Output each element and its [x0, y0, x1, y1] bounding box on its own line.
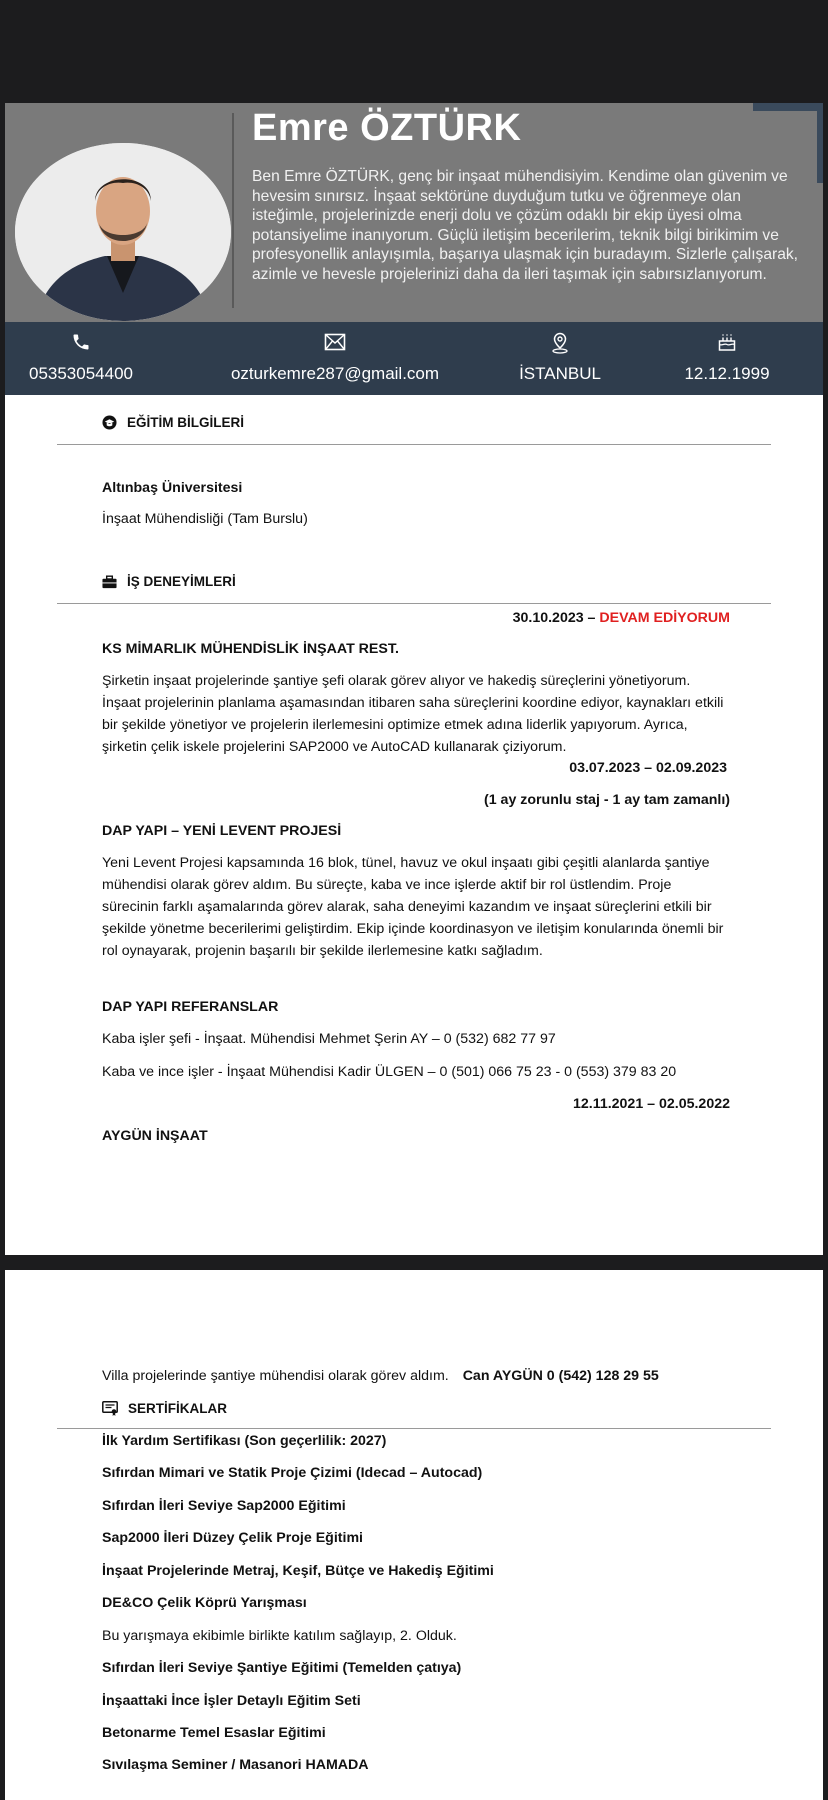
program-name: İnşaat Mühendisliği (Tam Burslu): [102, 511, 308, 527]
school-name: Altınbaş Üniversitesi: [102, 480, 243, 496]
job2-note: (1 ay zorunlu staj - 1 ay tam zamanlı): [484, 792, 730, 808]
profile-header: [5, 103, 823, 322]
resume-page-2: [5, 1270, 823, 1800]
header-divider: [232, 113, 234, 308]
certificate-icon: [102, 1401, 118, 1416]
certificate-item: Sıfırdan İleri Seviye Sap2000 Eğitimi: [102, 1498, 346, 1514]
briefcase-icon: [102, 575, 117, 589]
job2-company: DAP YAPI – YENİ LEVENT PROJESİ: [102, 823, 342, 839]
job2-references-title: DAP YAPI REFERANSLAR: [102, 999, 279, 1015]
job3-reference: Can AYGÜN 0 (542) 128 29 55: [462, 1368, 659, 1384]
job1-company: KS MİMARLIK MÜHENDİSLİK İNŞAAT REST.: [102, 641, 399, 657]
certificate-item: İnşaattaki İnce İşler Detaylı Eğitim Seti: [102, 1693, 361, 1709]
header-accent-edge: [817, 103, 823, 183]
job1-date-start: 30.10.2023 –: [512, 610, 596, 626]
job3-dates: 12.11.2021 – 02.05.2022: [572, 1096, 730, 1112]
experience-title: İŞ DENEYİMLERİ: [127, 574, 236, 589]
birth-date: 12.12.1999: [684, 364, 770, 383]
job1-dates: [513, 610, 730, 626]
education-title: EĞİTİM BİLGİLERİ: [127, 415, 244, 430]
phone-icon: [71, 332, 91, 357]
job3-desc-text: Villa projelerinde şantiye mühendisi olarak görev aldım.: [102, 1368, 449, 1384]
mail-icon: [324, 332, 346, 357]
certificate-item: Sıvılaşma Seminer / Masanori HAMADA: [102, 1757, 369, 1773]
location-icon: [550, 332, 570, 359]
certificates-title: SERTİFİKALAR: [128, 1401, 227, 1416]
contact-birthdate: [667, 322, 787, 395]
avatar: [15, 143, 231, 321]
experience-divider: [57, 603, 771, 604]
birthday-cake-icon: [717, 332, 737, 357]
job2-description: Yeni Levent Projesi kapsamında 16 blok, tünel, havuz ve okul inşaatı gibi çeşitli alanlarda şantiye mühendisi olarak görev aldım. Bu süreçte, kaba ve ince işlerde aktif bir rol üstlendim. Proje sürecinin farklı aşamalarında görev alarak, saha deneyimi kazandım ve inşaat süreçlerini etkili bir şekilde yönetme becerilerimi geliştirdim. Ekip içinde koordinasyon ve iletişim konularında önemli bir rol oynayarak, projenin başarılı bir şekilde ilerlemesine katkı sağladım.: [102, 855, 724, 959]
candidate-name: Emre ÖZTÜRK: [252, 107, 522, 149]
education-divider: [57, 444, 771, 445]
job2-reference-1: Kaba işler şefi - İnşaat. Mühendisi Mehmet Şerin AY – 0 (532) 682 77 97: [102, 1031, 556, 1047]
job3-company: AYGÜN İNŞAAT: [102, 1128, 208, 1144]
job2-reference-2: Kaba ve ince işler - İnşaat Mühendisi Kadir ÜLGEN – 0 (501) 066 75 23 - 0 (553) 379 83 20: [102, 1064, 677, 1080]
avatar-portrait: [15, 143, 231, 321]
certificate-item: Sıfırdan İleri Seviye Şantiye Eğitimi (Temelden çatıya): [102, 1660, 462, 1676]
certificate-item: DE&CO Çelik Köprü Yarışması: [102, 1595, 307, 1611]
certificate-item: Sıfırdan Mimari ve Statik Proje Çizimi (Idecad – Autocad): [102, 1465, 483, 1481]
job2-dates: 03.07.2023 – 02.09.2023: [569, 760, 727, 776]
job1-status: DEVAM EDİYORUM: [599, 610, 730, 626]
certificate-note: Bu yarışmaya ekibimle birlikte katılım sağlayıp, 2. Olduk.: [102, 1628, 457, 1644]
job3-description: [102, 1368, 659, 1384]
resume-page-1: [5, 103, 823, 1255]
certificate-item: Sap2000 İleri Düzey Çelik Proje Eğitimi: [102, 1530, 364, 1546]
certificate-item: İlk Yardım Sertifikası (Son geçerlilik: 2027): [102, 1433, 387, 1449]
experience-section-title: [102, 574, 236, 589]
city-name: İSTANBUL: [519, 364, 601, 383]
contact-phone[interactable]: [23, 322, 139, 395]
phone-number: 05353054400: [28, 364, 133, 383]
job1-description: Şirketin inşaat projelerinde şantiye şefi olarak görev alıyor ve hakediş süreçlerini yönetiyorum. İnşaat projelerinin planlama aşamasından itibaren saha süreçlerini koordine ediyor, kaynakları etkili bir şekilde yönetiyor ve projelerin ilerlemesini optimize etmek adına liderlik yapıyorum. Ayrıca, şirketin çelik iskele projelerini SAP2000 ve AutoCAD kullanarak çiziyorum.: [102, 673, 724, 755]
header-accent: [753, 103, 823, 111]
certificate-item: İnşaat Projelerinde Metraj, Keşif, Bütçe ve Hakediş Eğitimi: [102, 1563, 494, 1579]
contact-email[interactable]: [210, 322, 460, 395]
graduation-icon: [102, 415, 117, 430]
certificates-divider: [57, 1428, 771, 1429]
certificates-section-title: [102, 1401, 227, 1416]
contact-bar: [5, 322, 823, 395]
education-section-title: [102, 415, 244, 430]
certificate-item: Betonarme Temel Esaslar Eğitimi: [102, 1725, 326, 1741]
contact-city: [505, 322, 615, 395]
email-address: ozturkemre287@gmail.com: [230, 364, 440, 383]
candidate-bio: Ben Emre ÖZTÜRK, genç bir inşaat mühendisiyim. Kendime olan güvenim ve hevesim sınırsız. İnşaat sektörüne duyduğum tutku ve öğrenmeye olan isteğimle, projelerinizde enerji dolu ve çözüm odaklı bir ekip üyesi olma potansiyelime inanıyorum. Güçlü iletişim becerilerim, teknik bilgi birikimim ve profesyonellik anlayışımla, başarıya ulaşmak için buradayım. Sizlerle çalışarak, azimle ve hevesle projelerinizi daha da ileri taşımak için sabırsızlanıyorum.: [252, 168, 799, 283]
